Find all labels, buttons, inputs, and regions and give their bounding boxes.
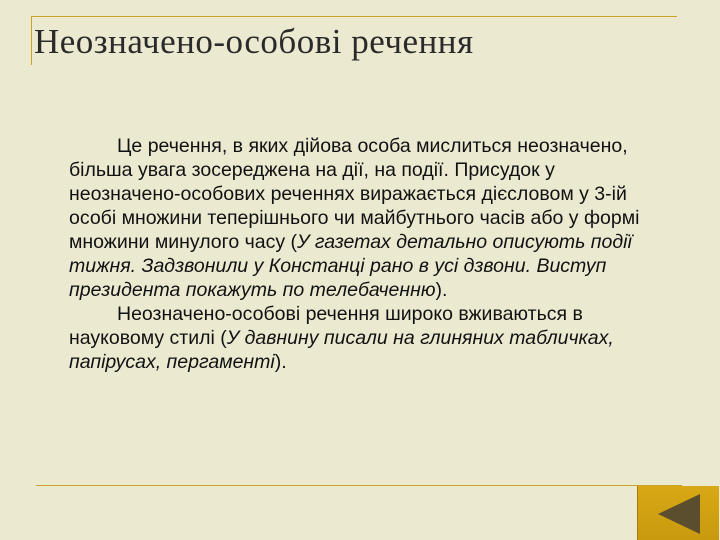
- paragraph-usage: [69, 302, 659, 374]
- usage-examples: У давнину писали на глиняних табличках, папірусах, пергаменті: [69, 327, 614, 373]
- definition-text: Це речення, в яких дійова особа мислиться неозначено, більша увага зосереджена на дії, на події. Присудок у неозначено-особових реченнях виражається дієсловом у 3-ій особі множини теперішнього чи майбутнього часів або у формі множини минулого часу (: [69, 135, 640, 253]
- paragraph-definition: [69, 134, 659, 302]
- definition-examples: У газетах детально описують події тижня. Задзвонили у Констанці рано в усі дзвони. Виступ президента покажуть по телебаченню: [69, 231, 632, 301]
- triangle-left-icon: [638, 486, 720, 540]
- back-button[interactable]: [637, 486, 719, 540]
- slide-title: Неозначено-особові речення: [34, 22, 474, 61]
- usage-closing: ).: [274, 351, 287, 373]
- left-divider: [31, 16, 32, 65]
- slide-body: [69, 134, 659, 374]
- usage-text: Неозначено-особові речення широко вживаються в науковому стилі (: [69, 303, 583, 349]
- definition-closing: ).: [435, 279, 448, 301]
- top-divider: [31, 16, 677, 17]
- bottom-divider: [36, 485, 682, 486]
